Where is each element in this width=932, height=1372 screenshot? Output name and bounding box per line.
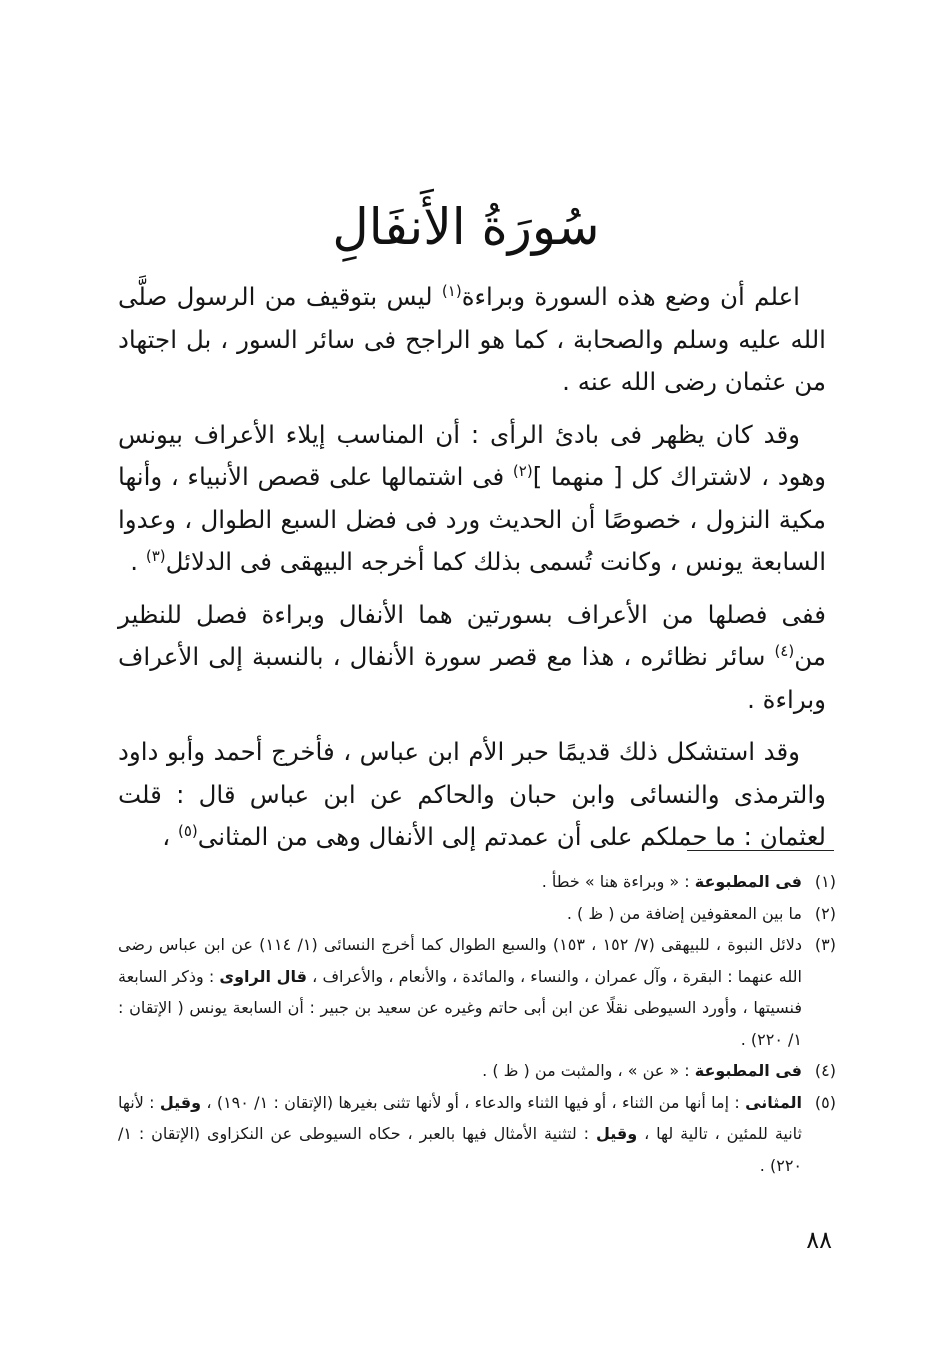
- paragraph: [118, 414, 826, 584]
- paragraph: [118, 594, 826, 722]
- main-text: [118, 276, 826, 869]
- footnote: [118, 1055, 836, 1087]
- footnote-text: : « وبراءة هنا » خطأ .: [541, 872, 695, 891]
- footnote-reference: (٢): [512, 461, 533, 480]
- footnote-text: دلائل النبوة ، للبيهقى (٧/ ١٥٢ ، ١٥٣) والسبع الطوال كما أخرج النسائى (١/ ١١٤) عن ابن عباس رضى الله عنهما : البقرة ، وآل عمران ، والنساء ، والمائدة ، والأنعام ، والأعراف ،: [118, 935, 803, 986]
- footnote-label: المثانى: [745, 1092, 803, 1112]
- paragraph-text: وقد استشكل ذلك قديمًا حبر الأم ابن عباس ، فأخرج أحمد وأبو داود والترمذى والنسائى وابن حبان والحاكم عن ابن عباس قال : قلت لعثمان : ما حملكم على أن عمدتم إلى الأنفال وهى من المثانى: [118, 737, 826, 851]
- footnote-number: (٢): [814, 903, 836, 923]
- footnote-text: ما بين المعقوفين إضافة من ( ظ ) .: [566, 903, 802, 923]
- footnote: [118, 866, 836, 898]
- footnote: [118, 1087, 836, 1182]
- paragraph-text: سائر نظائره ، هذا مع قصر سورة الأنفال ، بالنسبة إلى الأعراف وبراءة .: [118, 642, 826, 714]
- paragraph-text: ليس بتوقيف من الرسول صلَّى الله عليه وسلم والصحابة ، كما هو الراجح فى سائر السور ، بل اجتهاد من عثمان رضى الله عنه .: [118, 282, 826, 396]
- footnote-reference: (٤): [774, 641, 795, 660]
- paragraph-text: وقد كان يظهر فى بادئ الرأى : أن المناسب إيلاء الأعراف بيونس وهود ، لاشتراك كل [ منهما ]: [118, 419, 827, 491]
- surah-title: سُورَةُ الأَنفَالِ: [332, 198, 600, 256]
- footnote-number: (١): [814, 872, 836, 891]
- footnote-label: فى المطبوعة: [694, 1061, 802, 1080]
- footnote-label: وقيل: [595, 1124, 638, 1143]
- footnote-number: (٣): [814, 935, 836, 954]
- page-number: ٨٨: [806, 1226, 832, 1254]
- paragraph-text: ،: [162, 822, 178, 851]
- footnote-text: : إما أنها من الثناء ، أو فيها الثناء والدعاء ، أو لأنها تثنى بغيرها (الإتقان : ١/ ١٩٠) ،: [201, 1092, 746, 1112]
- footnote-label: قال الراوى: [219, 966, 307, 986]
- footnote-text: : « عن » ، والمثبت من ( ظ ) .: [482, 1061, 695, 1080]
- paragraph: [118, 276, 826, 404]
- paragraph-text: فى اشتمالها على قصص الأنبياء ، وأنها مكية النزول ، خصوصًا أن الحديث ورد فى فضل السبع الطوال ، وعدوا السابعة يونس ، وكانت تُسمى بذلك كما أخرجه البيهقى فى الدلائل: [118, 462, 826, 576]
- footnote-reference: (٣): [145, 546, 166, 565]
- paragraph-text: اعلم أن وضع هذه السورة وبراءة: [461, 282, 800, 311]
- footnotes: [118, 866, 836, 1181]
- footnote-label: وقيل: [159, 1092, 202, 1112]
- footnote: [118, 898, 836, 930]
- paragraph: [118, 731, 826, 859]
- paragraph-text: .: [130, 547, 146, 576]
- footnote-separator: [687, 850, 834, 851]
- footnote-number: (٤): [814, 1061, 836, 1080]
- footnote-label: فى المطبوعة: [694, 872, 802, 891]
- footnote: [118, 929, 836, 1055]
- footnote-number: (٥): [814, 1092, 836, 1112]
- footnote-text: : وذكر السابعة فنسيتها ، وأورد السيوطى نقلًا عن ابن أبى حاتم وغيره عن سعيد بن جبير : أن السابعة يونس ( الإتقان : ١/ ٢٢٠) .: [118, 966, 802, 1049]
- paragraph-text: ففى فصلها من الأعراف بسورتين هما الأنفال وبراءة فصل للنظير من: [118, 599, 826, 671]
- footnote-reference: (٥): [178, 821, 198, 840]
- footnote-reference: (١): [441, 281, 462, 300]
- footnote-text: : لتثنية الأمثال فيها بالعبر ، حكاه السيوطى عن النكزاوى (الإتقان : ١/ ٢٢٠) .: [118, 1124, 802, 1175]
- footnote-text: : لأنها ثانية للمئين ، تالية لها ،: [118, 1092, 803, 1143]
